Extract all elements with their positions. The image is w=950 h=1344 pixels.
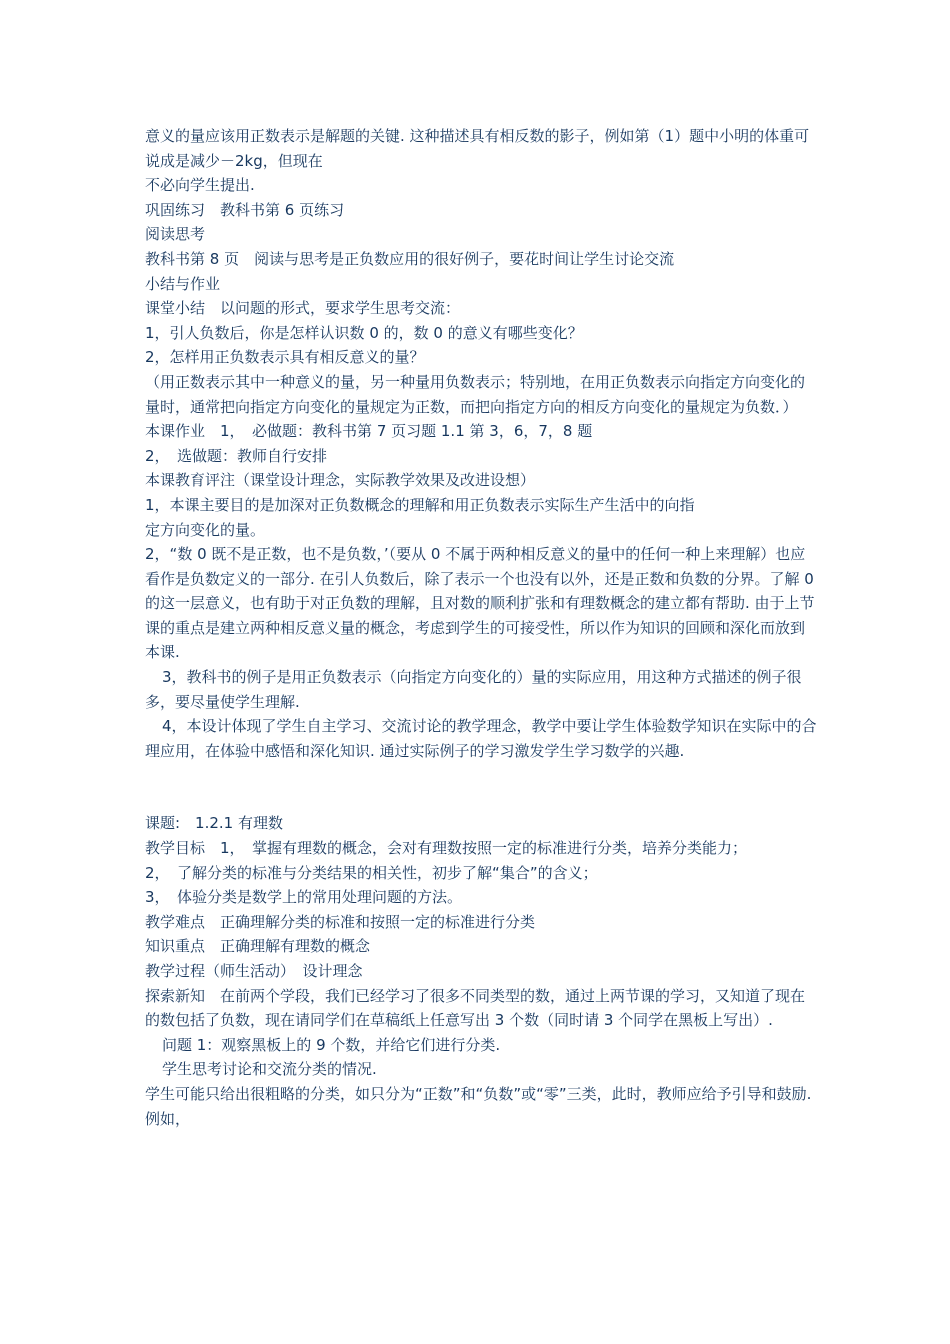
- list-item: 4，本设计体现了学生自主学习、交流讨论的教学理念，教学中要让学生体验数学知识在实际中的合理应用，在体验中感悟和深化知识. 通过实际例子的学习激发学生学习数学的兴趣.: [145, 717, 817, 760]
- paragraph: （用正数表示其中一种意义的量，另一种量用负数表示；特别地，在用正负数表示向指定方向变化的量时，通常把向指定方向变化的量规定为正数，而把向指定方向的相反方向变化的量规定为负数．）: [145, 372, 806, 416]
- list-item: 2， 了解分类的标准与分类结果的相关性，初步了解“集合”的含义；: [145, 863, 598, 882]
- list-item: 3， 体验分类是数学上的常用处理问题的方法。: [145, 888, 463, 907]
- list-item: 1，引人负数后，你是怎样认识数 0 的，数 0 的意义有哪些变化？: [145, 323, 583, 342]
- list-item: 1，本课主要目的是加深对正负数概念的理解和用正负数表示实际生产生活中的向指: [145, 495, 695, 514]
- list-item: 2， 选做题：教师自行安排: [145, 446, 328, 465]
- lesson-title: 课题: 1.2.1 有理数: [145, 814, 283, 833]
- paragraph: 学生可能只给出很粗略的分类，如只分为“正数”和“负数”或“零”三类，此时，教师应给予引导和鼓励.: [145, 1084, 812, 1103]
- paragraph: 不必向学生提出.: [145, 176, 255, 195]
- paragraph: 课堂小结 以问题的形式，要求学生思考交流：: [145, 299, 461, 318]
- section-heading: 巩固练习 教科书第 6 页练习: [145, 200, 345, 219]
- list-item: 定方向变化的量。: [145, 520, 266, 539]
- list-item: 2，“数 0 既不是正数，也不是负数，’（要从 0 不属于两种相反意义的量中的任何一种上来理解）也应看作是负数定义的一部分. 在引人负数后，除了表示一个也没有以外，还是正数和负数的分界。了解 0 的这一层意义，也有助于对正负数的理解，且对数的顺利扩张和有理数概念的建立都有帮助. 由于上节课的重点是建立两种相反意义量的概念，考虑到学生的可接受性，所以作为知识的回顾和深化而放到本课.: [145, 545, 815, 662]
- paragraph: 本课作业 1， 必做题：教科书第 7 页习题 1.1 第 3，6，7，8 题: [145, 422, 593, 441]
- section-heading: 教学过程（师生活动） 设计理念: [145, 962, 363, 980]
- paragraph: 问题 1：观察黑板上的 9 个数，并给它们进行分类.: [162, 1035, 501, 1054]
- paragraph: 意义的量应该用正数表示是解题的关键. 这种描述具有相反数的影子，例如第（1）题中小明的体重可说成是减少－2kg，但现在: [145, 127, 810, 170]
- paragraph: 教学难点 正确理解分类的标准和按照一定的标准进行分类: [145, 912, 536, 931]
- list-item: 教学目标 1， 掌握有理数的概念，会对有理数按照一定的标准进行分类，培养分类能力；: [145, 839, 748, 858]
- paragraph: 知识重点 正确理解有理数的概念: [145, 937, 371, 956]
- paragraph: 教科书第 8 页 阅读与思考是正负数应用的很好例子，要花时间让学生讨论交流: [145, 249, 675, 268]
- section-heading: 小结与作业: [145, 274, 221, 293]
- paragraph: 学生思考讨论和交流分类的情况.: [162, 1060, 377, 1079]
- document-body: [145, 124, 817, 1131]
- section-heading: 阅读思考: [145, 225, 206, 244]
- list-item: 2，怎样用正负数表示具有相反意义的量？: [145, 348, 425, 367]
- paragraph: 探索新知 在前两个学段，我们已经学习了很多不同类型的数，通过上两节课的学习，又知道了现在的数包括了负数，现在请同学们在草稿纸上任意写出 3 个数（同时请 3 个同学在黑板上写出）.: [145, 986, 806, 1030]
- section-gap: [145, 763, 817, 811]
- list-item: 3，教科书的例子是用正负数表示（向指定方向变化的）量的实际应用，用这种方式描述的例子很多，要尽量使学生理解.: [145, 668, 802, 711]
- section-heading: 本课教育评注（课堂设计理念，实际教学效果及改进设想）: [145, 471, 536, 490]
- paragraph: 例如，: [145, 1109, 191, 1128]
